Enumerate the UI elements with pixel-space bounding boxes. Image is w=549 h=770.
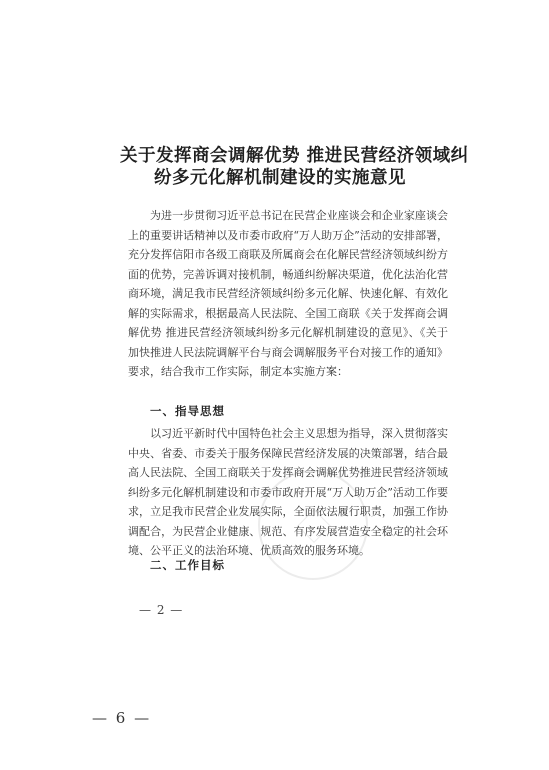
guiding-ideology-paragraph: 以习近平新时代中国特色社会主义思想为指导，深入贯彻落实中央、省委、市委关于服务保障民营经济发展的决策部署，结合最高人民法院、全国工商联关于发挥商会调解优势推进民营经济领域纠纷多元化解机制建设和市委市政府开展“万人助万企”活动工作要求，立足我市民营企业发展实际，全面依法履行职责，加强工作协调配合，为民营企业健康、规范、有序发展营造安全稳定的社会环境、公平正义的法治环境、优质高效的服务环境。 — [128, 427, 448, 557]
section-heading-guiding-ideology: 一、指导思想 — [150, 404, 225, 418]
section-heading-work-goals: 二、工作目标 — [150, 558, 225, 572]
intro-paragraph: 为进一步贯彻习近平总书记在民营企业座谈会和企业家座谈会上的重要讲话精神以及市委市政府“万人助万企”活动的安排部署，充分发挥信阳市各级工商联及所属商会在化解民营经济领域纠纷方面的优势，完善诉调对接机制，畅通纠纷解决渠道，优化法治化营商环境，满足我市民营经济领域纠纷多元化解、快速化解、有效化解的实际需求，根据最高人民法院、全国工商联《关于发挥商会调解优势 推进民营经济领域纠纷多元化解机制建设的意见》、《关于加快推进人民法院调解平台与商会调解服务平台对接工作的通知》要求，结合我市工作实际，制定本实施方案： — [128, 209, 448, 378]
document-title-line2: 纷多元化解机制建设的实施意见 — [154, 168, 406, 188]
outer-page-number: — 6 — — [92, 709, 152, 727]
document-title-line1: 关于发挥商会调解优势 推进民营经济领域纠 — [120, 146, 469, 166]
inner-page-number: — 2 — — [139, 603, 184, 617]
